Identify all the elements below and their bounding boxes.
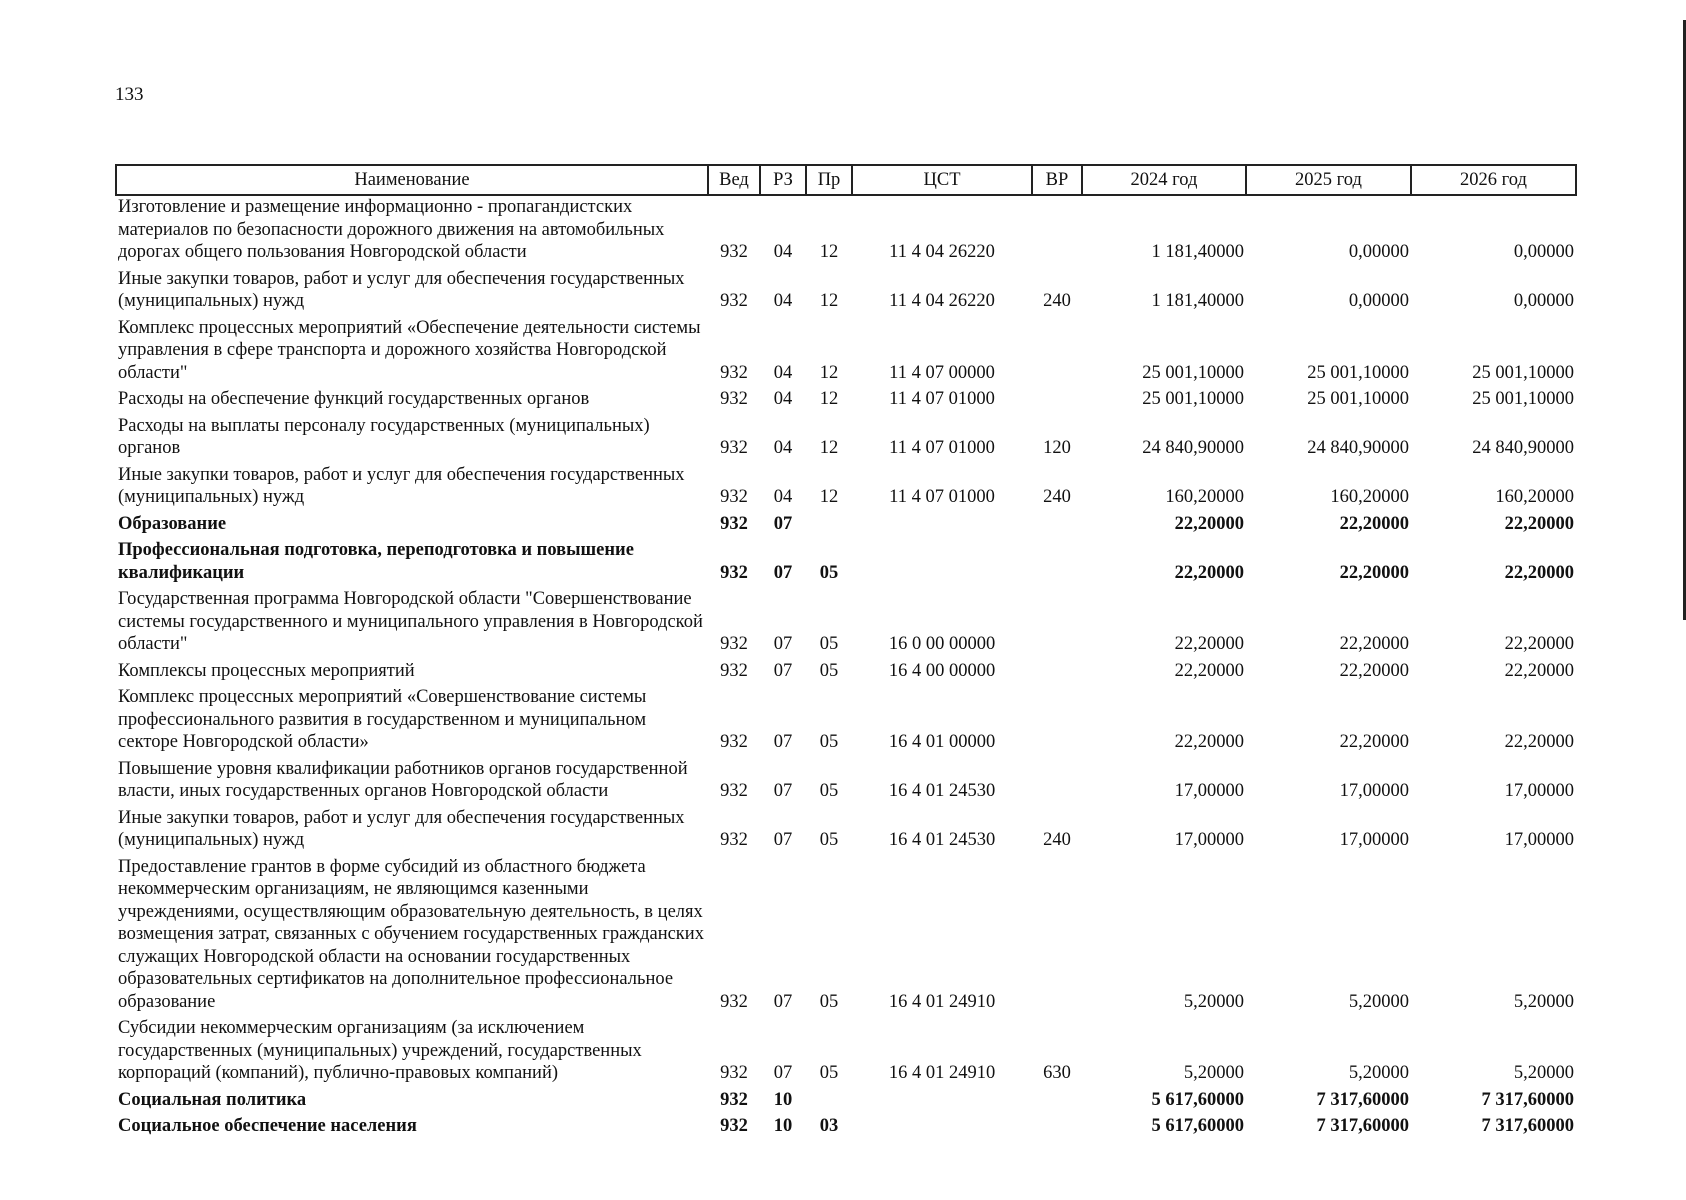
row-ved: 932	[720, 438, 748, 458]
row-amount-2024: 17,00000	[1174, 830, 1244, 850]
row-vr: 120	[1043, 438, 1071, 458]
row-name: Расходы на обеспечение функций государственных органов	[118, 389, 590, 409]
row-cst: 16 0 00 00000	[888, 634, 996, 654]
row-pr: 05	[819, 991, 839, 1012]
row-name: Расходы на выплаты персоналу государственных (муниципальных) органов	[118, 415, 650, 458]
table-row	[116, 464, 1576, 513]
row-cst: 16 4 01 24910	[888, 1063, 996, 1083]
table-row	[116, 317, 1576, 389]
table-body	[116, 195, 1576, 1142]
row-amount-2025: 0,00000	[1348, 242, 1409, 262]
row-rz: 07	[773, 634, 793, 654]
row-rz: 07	[773, 513, 793, 534]
row-ved: 932	[720, 242, 748, 262]
row-amount-2025: 22,20000	[1339, 660, 1409, 681]
row-vr	[1032, 660, 1082, 687]
row-name: Социальная политика	[118, 1089, 307, 1110]
row-pr: 12	[819, 438, 839, 458]
row-amount-2025: 22,20000	[1339, 513, 1409, 534]
table-row	[116, 758, 1576, 807]
header-2024: 2024 год	[1082, 165, 1246, 195]
row-amount-2024: 1 181,40000	[1151, 242, 1244, 262]
row-name: Субсидии некоммерческим организациям (за исключением государственных (муниципальных) учреждений, государственных корпораций (компаний), публично-правовых компаний)	[118, 1018, 642, 1083]
row-amount-2025: 7 317,60000	[1316, 1089, 1409, 1110]
row-ved: 932	[720, 732, 748, 752]
header-pr: Пр	[806, 165, 852, 195]
table-row	[116, 388, 1576, 415]
row-amount-2025: 0,00000	[1348, 291, 1409, 311]
row-cst: 11 4 07 01000	[889, 438, 995, 458]
row-ved: 932	[720, 830, 748, 850]
row-pr: 05	[819, 634, 839, 654]
table-row	[116, 856, 1576, 1018]
row-pr	[806, 513, 852, 540]
row-vr: 630	[1043, 1063, 1071, 1083]
row-amount-2026: 160,20000	[1495, 487, 1574, 507]
row-amount-2025: 160,20000	[1330, 487, 1409, 507]
row-cst: 16 4 00 00000	[888, 660, 996, 681]
row-amount-2026: 22,20000	[1504, 660, 1574, 681]
row-amount-2025: 25 001,10000	[1307, 362, 1409, 383]
row-amount-2024: 5,20000	[1183, 1063, 1244, 1083]
row-amount-2024: 5 617,60000	[1151, 1116, 1244, 1136]
row-cst: 11 4 07 01000	[889, 487, 995, 507]
row-pr	[806, 1089, 852, 1116]
row-amount-2025: 7 317,60000	[1316, 1116, 1409, 1136]
row-ved: 932	[720, 1063, 748, 1083]
row-cst: 16 4 01 24530	[888, 830, 996, 850]
row-amount-2026: 22,20000	[1504, 513, 1574, 534]
row-amount-2024: 24 840,90000	[1142, 438, 1244, 458]
row-amount-2025: 5,20000	[1348, 1063, 1409, 1083]
row-rz: 04	[773, 362, 793, 383]
row-name: Изготовление и размещение информационно - пропагандистских материалов по безопасности дорожного движения на автомобильных дорогах общего пользования Новгородской области	[118, 197, 665, 262]
row-pr: 05	[819, 562, 839, 583]
row-amount-2026: 22,20000	[1504, 634, 1574, 654]
row-name: Иные закупки товаров, работ и услуг для обеспечения государственных (муниципальных) нужд	[118, 268, 685, 311]
row-cst: 11 4 04 26220	[889, 242, 995, 262]
row-vr	[1032, 195, 1082, 268]
row-pr: 05	[819, 830, 839, 850]
row-amount-2024: 1 181,40000	[1151, 291, 1244, 311]
row-cst: 11 4 07 01000	[889, 389, 995, 409]
row-rz: 07	[773, 991, 793, 1012]
table-row	[116, 268, 1576, 317]
row-ved: 932	[720, 991, 748, 1012]
row-amount-2024: 160,20000	[1165, 487, 1244, 507]
row-amount-2026: 17,00000	[1504, 781, 1574, 801]
row-ved: 932	[720, 781, 748, 801]
row-amount-2024: 25 001,10000	[1142, 389, 1244, 409]
row-vr	[1032, 1115, 1082, 1142]
row-cst: 11 4 07 00000	[889, 362, 995, 383]
row-amount-2024: 5 617,60000	[1151, 1089, 1244, 1110]
row-vr	[1032, 539, 1082, 588]
row-rz: 07	[773, 562, 793, 583]
row-amount-2026: 22,20000	[1504, 562, 1574, 583]
page-number: 133	[115, 84, 144, 105]
row-amount-2025: 17,00000	[1339, 830, 1409, 850]
row-amount-2024: 22,20000	[1174, 660, 1244, 681]
row-name: Иные закупки товаров, работ и услуг для обеспечения государственных (муниципальных) нужд	[118, 807, 685, 850]
table-row	[116, 195, 1576, 268]
row-rz: 07	[773, 1063, 793, 1083]
row-name: Комплекс процессных мероприятий «Совершенствование системы профессионального развития в государственном и муниципальном секторе Новгородской области»	[118, 687, 647, 752]
row-cst	[852, 1089, 1032, 1116]
table-row	[116, 513, 1576, 540]
table-row	[116, 415, 1576, 464]
row-amount-2025: 22,20000	[1339, 562, 1409, 583]
row-rz: 07	[773, 830, 793, 850]
row-vr: 240	[1043, 830, 1071, 850]
row-vr	[1032, 388, 1082, 415]
header-name: Наименование	[116, 165, 708, 195]
row-amount-2025: 5,20000	[1348, 991, 1409, 1012]
row-ved: 932	[720, 487, 748, 507]
row-vr	[1032, 317, 1082, 389]
row-pr: 05	[819, 1063, 839, 1083]
row-amount-2024: 22,20000	[1174, 634, 1244, 654]
row-pr: 12	[819, 362, 839, 383]
header-cst: ЦСТ	[852, 165, 1032, 195]
row-name: Социальное обеспечение населения	[118, 1116, 417, 1136]
row-vr	[1032, 856, 1082, 1018]
row-pr: 03	[819, 1116, 839, 1136]
row-rz: 04	[773, 487, 793, 507]
row-cst	[852, 1115, 1032, 1142]
row-vr	[1032, 686, 1082, 758]
table-row	[116, 588, 1576, 660]
row-amount-2026: 25 001,10000	[1472, 362, 1574, 383]
row-pr: 05	[819, 732, 839, 752]
row-rz: 04	[773, 291, 793, 311]
row-pr: 12	[819, 487, 839, 507]
row-name: Иные закупки товаров, работ и услуг для обеспечения государственных (муниципальных) нужд	[118, 464, 685, 507]
row-amount-2024: 17,00000	[1174, 781, 1244, 801]
row-pr: 12	[819, 389, 839, 409]
row-rz: 07	[773, 732, 793, 752]
row-amount-2025: 24 840,90000	[1307, 438, 1409, 458]
row-rz: 04	[773, 242, 793, 262]
row-name: Комплекс процессных мероприятий «Обеспечение деятельности системы управления в сфере транспорта и дорожного хозяйства Новгородской области"	[118, 317, 701, 383]
row-amount-2025: 22,20000	[1339, 732, 1409, 752]
row-cst: 16 4 01 24910	[888, 991, 996, 1012]
row-cst: 11 4 04 26220	[889, 291, 995, 311]
row-rz: 10	[773, 1089, 793, 1110]
table-row	[116, 686, 1576, 758]
row-amount-2026: 7 317,60000	[1481, 1089, 1574, 1110]
row-amount-2026: 25 001,10000	[1472, 389, 1574, 409]
row-amount-2024: 22,20000	[1174, 562, 1244, 583]
row-name: Комплексы процессных мероприятий	[118, 660, 415, 681]
header-ved: Вед	[708, 165, 760, 195]
row-ved: 932	[720, 634, 748, 654]
row-rz: 04	[773, 438, 793, 458]
row-ved: 932	[720, 1116, 748, 1136]
row-ved: 932	[720, 1089, 748, 1110]
row-amount-2024: 25 001,10000	[1142, 362, 1244, 383]
table-row	[116, 660, 1576, 687]
row-amount-2026: 0,00000	[1513, 291, 1574, 311]
table-row	[116, 1089, 1576, 1116]
row-vr	[1032, 513, 1082, 540]
row-ved: 932	[720, 291, 748, 311]
row-name: Образование	[118, 513, 227, 534]
row-cst: 16 4 01 00000	[888, 732, 996, 752]
row-pr: 12	[819, 242, 839, 262]
table-row	[116, 539, 1576, 588]
header-2026: 2026 год	[1411, 165, 1576, 195]
row-amount-2026: 22,20000	[1504, 732, 1574, 752]
header-row	[116, 165, 1576, 195]
row-vr: 240	[1043, 487, 1071, 507]
row-amount-2026: 24 840,90000	[1472, 438, 1574, 458]
budget-table	[115, 164, 1577, 1142]
row-amount-2024: 5,20000	[1183, 991, 1244, 1012]
row-ved: 932	[720, 562, 748, 583]
row-amount-2024: 22,20000	[1174, 513, 1244, 534]
row-vr: 240	[1043, 291, 1071, 311]
table-row	[116, 807, 1576, 856]
header-rz: РЗ	[760, 165, 806, 195]
header-vr: ВР	[1032, 165, 1082, 195]
row-ved: 932	[720, 660, 748, 681]
row-ved: 932	[720, 362, 748, 383]
row-rz: 10	[773, 1116, 793, 1136]
row-name: Предоставление грантов в форме субсидий из областного бюджета некоммерческим организациям, не являющимся казенными учреждениями, осуществляющим образовательную деятельность, в целях возмещения затрат, связанных с обучением государственных гражданских служащих Новгородской области на основании государственных образовательных сертификатов на дополнительное профессиональное образование	[118, 856, 704, 1012]
header-2025: 2025 год	[1246, 165, 1411, 195]
row-cst	[852, 513, 1032, 540]
row-vr	[1032, 758, 1082, 807]
row-rz: 07	[773, 660, 793, 681]
row-cst: 16 4 01 24530	[888, 781, 996, 801]
row-ved: 932	[720, 389, 748, 409]
row-name: Государственная программа Новгородской области "Совершенствование системы государственного и муниципального управления в Новгородской области"	[118, 589, 703, 654]
row-rz: 07	[773, 781, 793, 801]
row-pr: 05	[819, 660, 839, 681]
row-cst	[852, 539, 1032, 588]
row-amount-2026: 17,00000	[1504, 830, 1574, 850]
row-name: Повышение уровня квалификации работников органов государственной власти, иных государственных органов Новгородской области	[118, 758, 688, 801]
row-vr	[1032, 588, 1082, 660]
row-pr: 12	[819, 291, 839, 311]
row-amount-2025: 22,20000	[1339, 634, 1409, 654]
row-amount-2026: 7 317,60000	[1481, 1116, 1574, 1136]
table-row	[116, 1115, 1576, 1142]
row-pr: 05	[819, 781, 839, 801]
row-amount-2025: 17,00000	[1339, 781, 1409, 801]
row-name: Профессиональная подготовка, переподготовка и повышение квалификации	[118, 540, 634, 583]
table-row	[116, 1017, 1576, 1089]
row-amount-2025: 25 001,10000	[1307, 389, 1409, 409]
row-amount-2024: 22,20000	[1174, 732, 1244, 752]
row-vr	[1032, 1089, 1082, 1116]
row-rz: 04	[773, 389, 793, 409]
row-ved: 932	[720, 513, 748, 534]
row-amount-2026: 5,20000	[1513, 1063, 1574, 1083]
row-amount-2026: 5,20000	[1513, 991, 1574, 1012]
row-amount-2026: 0,00000	[1513, 242, 1574, 262]
